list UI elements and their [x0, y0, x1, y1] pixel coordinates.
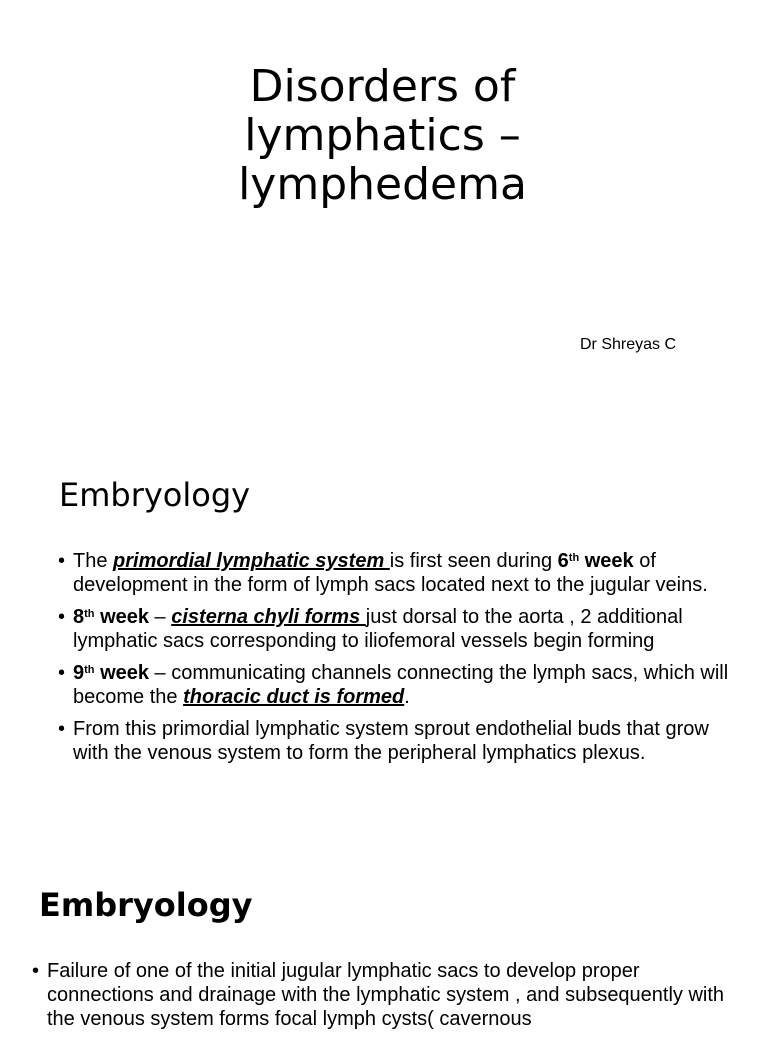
bullet-marker: •	[32, 960, 40, 982]
slide-heading: Embryology	[39, 886, 253, 924]
bullet-marker: •	[58, 662, 66, 684]
title-line-2: lymphatics –	[244, 110, 521, 161]
embryology-slide	[0, 450, 768, 860]
ordinal-suffix: th	[84, 608, 95, 620]
bullet-item	[58, 605, 738, 653]
ordinal-suffix: th	[84, 664, 95, 676]
embryology-slide-2	[0, 860, 768, 1030]
bullet-item	[32, 959, 742, 1031]
emphasis-term: thoracic duct is formed	[183, 686, 405, 708]
bullet-marker: •	[58, 550, 66, 572]
bullet-marker: •	[58, 718, 66, 740]
week-number: 8	[73, 606, 85, 628]
text-run: The	[73, 550, 114, 572]
text-run: just dorsal to the aorta , 2 additional lymphatic sacs corresponding to iliofemoral vessels begin forming	[73, 606, 683, 652]
text-run: – communicating channels connecting the lymph sacs, which will become the	[73, 662, 729, 708]
text-run: .	[404, 686, 410, 708]
text-run: From this primordial lymphatic system sprout endothelial buds that grow with the venous system to form the peripheral lymphatics plexus.	[73, 718, 709, 764]
text-run: is first seen during	[389, 550, 558, 572]
title-line-1: Disorders of	[249, 61, 516, 112]
text-run: of development in the form of lymph sacs located next to the jugular veins.	[73, 550, 708, 596]
emphasis-term: primordial lymphatic system	[113, 550, 390, 572]
author-name: Dr Shreyas C	[580, 336, 677, 353]
ordinal-suffix: th	[568, 552, 580, 564]
bullet-item	[58, 549, 738, 597]
presentation-title	[160, 62, 605, 209]
bullet-marker: •	[58, 606, 66, 628]
text-run: –	[149, 606, 172, 628]
week-label: week	[94, 662, 149, 684]
title-slide	[0, 0, 768, 450]
bullet-list	[32, 959, 742, 1039]
slide-heading: Embryology	[59, 476, 251, 514]
title-line-3: lymphedema	[238, 159, 527, 210]
week-number: 6	[557, 550, 569, 572]
bullet-item	[58, 661, 738, 709]
emphasis-term: cisterna chyli forms	[171, 606, 366, 628]
week-label: week	[94, 606, 149, 628]
bullet-list	[58, 549, 738, 773]
week-number: 9	[73, 662, 85, 684]
week-label: week	[579, 550, 634, 572]
text-run: Failure of one of the initial jugular lymphatic sacs to develop proper connections and drainage with the lymphatic system , and subsequently with the venous system forms focal lymph cysts( cavernous	[47, 960, 725, 1030]
bullet-item	[58, 717, 738, 765]
